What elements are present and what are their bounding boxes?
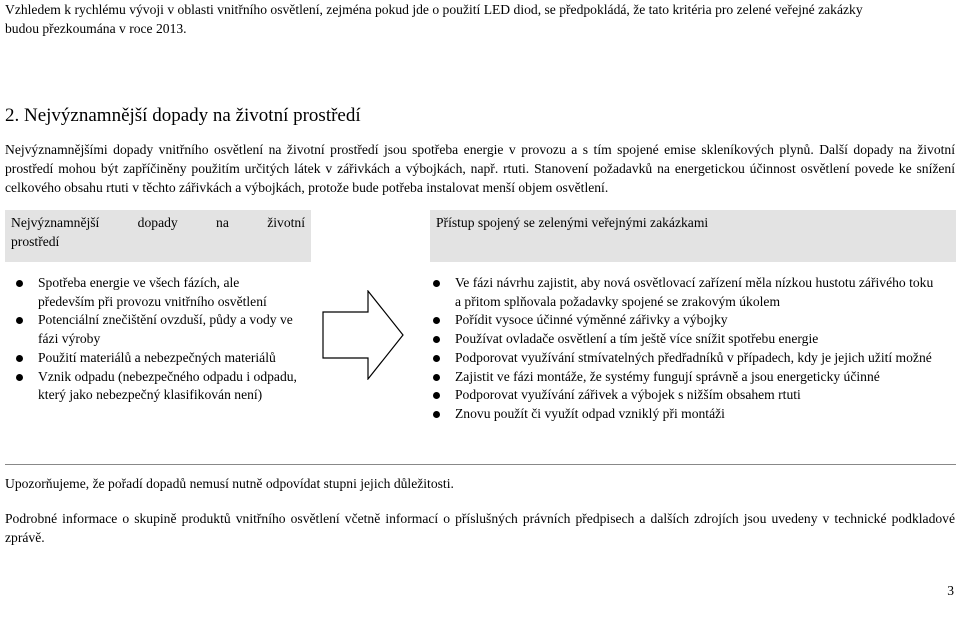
page-number: 3 <box>947 583 954 598</box>
list-item: Podporovat využívání zářivek a výbojek s nižším obsahem rtuti <box>430 386 940 405</box>
bullet-icon <box>433 392 440 399</box>
list-item: Ve fázi návrhu zajistit, aby nová osvětlovací zařízení měla nízkou hustotu zářivého toku a přitom splňovala požadavky spojené se zrakovým úkolem <box>430 274 940 311</box>
list-item: Použití materiálů a nebezpečných materiálů <box>13 349 298 368</box>
list-item: Znovu použít či využít odpad vzniklý při montáži <box>430 405 940 424</box>
bullet-icon <box>433 355 440 362</box>
importance-note: Upozorňujeme, že pořadí dopadů nemusí nutně odpovídat stupni jejich důležitosti. <box>5 476 454 491</box>
right-arrow-icon <box>322 290 404 380</box>
table-header-approach <box>430 210 956 262</box>
bullet-icon <box>433 374 440 381</box>
footer-paragraph: Podrobné informace o skupině produktů vnitřního osvětlení včetně informací o příslušných právních předpisech a dalších zdrojích jsou uvedeny v technické podkladové zprávě. <box>5 511 955 545</box>
impacts-list <box>36 274 298 405</box>
list-item: Podporovat využívání stmívatelných předřadníků v případech, kdy je jejich užití možné <box>430 349 940 368</box>
table-header-impacts-line2: prostředí <box>11 234 60 249</box>
list-item: Vznik odpadu (nebezpečného odpadu i odpadu, který jako nebezpečný klasifikován není) <box>13 368 298 405</box>
list-item: Pořídit vysoce účinné výměnné zářivky a výbojky <box>430 311 940 330</box>
bullet-icon <box>16 280 23 287</box>
section-paragraph: Nejvýznamnějšími dopady vnitřního osvětlení na životní prostředí jsou spotřeba energie v provozu a s tím spojené emise skleníkových plynů. Další dopady na životní prostředí mohou být zapříčiněny použitím určitých látek v zářivkách a výbojkách, např. rtuti. Stanovení požadavků na energetickou účinnost osvětlení povede ke snížení celkového obsahu rtuti v těchto zářivkách a výbojkách, protože bude potřeba instalovat menší objem osvětlení. <box>5 142 955 195</box>
intro-line-2: budou přezkoumána v roce 2013. <box>5 21 187 36</box>
table-header-impacts-line1: Nejvýznamnější dopady na životní <box>11 215 305 230</box>
list-item: Používat ovladače osvětlení a tím ještě více snížit spotřebu energie <box>430 330 940 349</box>
bullet-icon <box>16 355 23 362</box>
bullet-icon <box>433 336 440 343</box>
list-item: Zajistit ve fázi montáže, že systémy fungují správně a jsou energeticky účinné <box>430 368 940 387</box>
list-item: Spotřeba energie ve všech fázích, ale především při provozu vnitřního osvětlení <box>13 274 298 311</box>
table-header-impacts <box>5 210 311 262</box>
intro-line-1: Vzhledem k rychlému vývoji v oblasti vnitřního osvětlení, zejména pokud jde o použití LED diod, se předpokládá, že tato kritéria pro zelené veřejné zakázky <box>5 2 863 17</box>
list-item: Potenciální znečištění ovzduší, půdy a vody ve fázi výroby <box>13 311 298 348</box>
bullet-icon <box>16 374 23 381</box>
bullet-icon <box>16 317 23 324</box>
table-header-approach-text: Přístup spojený se zelenými veřejnými zakázkami <box>436 215 709 230</box>
bullet-icon <box>433 280 440 287</box>
section-heading: 2. Nejvýznamnější dopady na životní prostředí <box>5 105 361 126</box>
approach-list <box>430 274 940 424</box>
bullet-icon <box>433 411 440 418</box>
intro-paragraph <box>5 0 955 38</box>
bullet-icon <box>433 317 440 324</box>
